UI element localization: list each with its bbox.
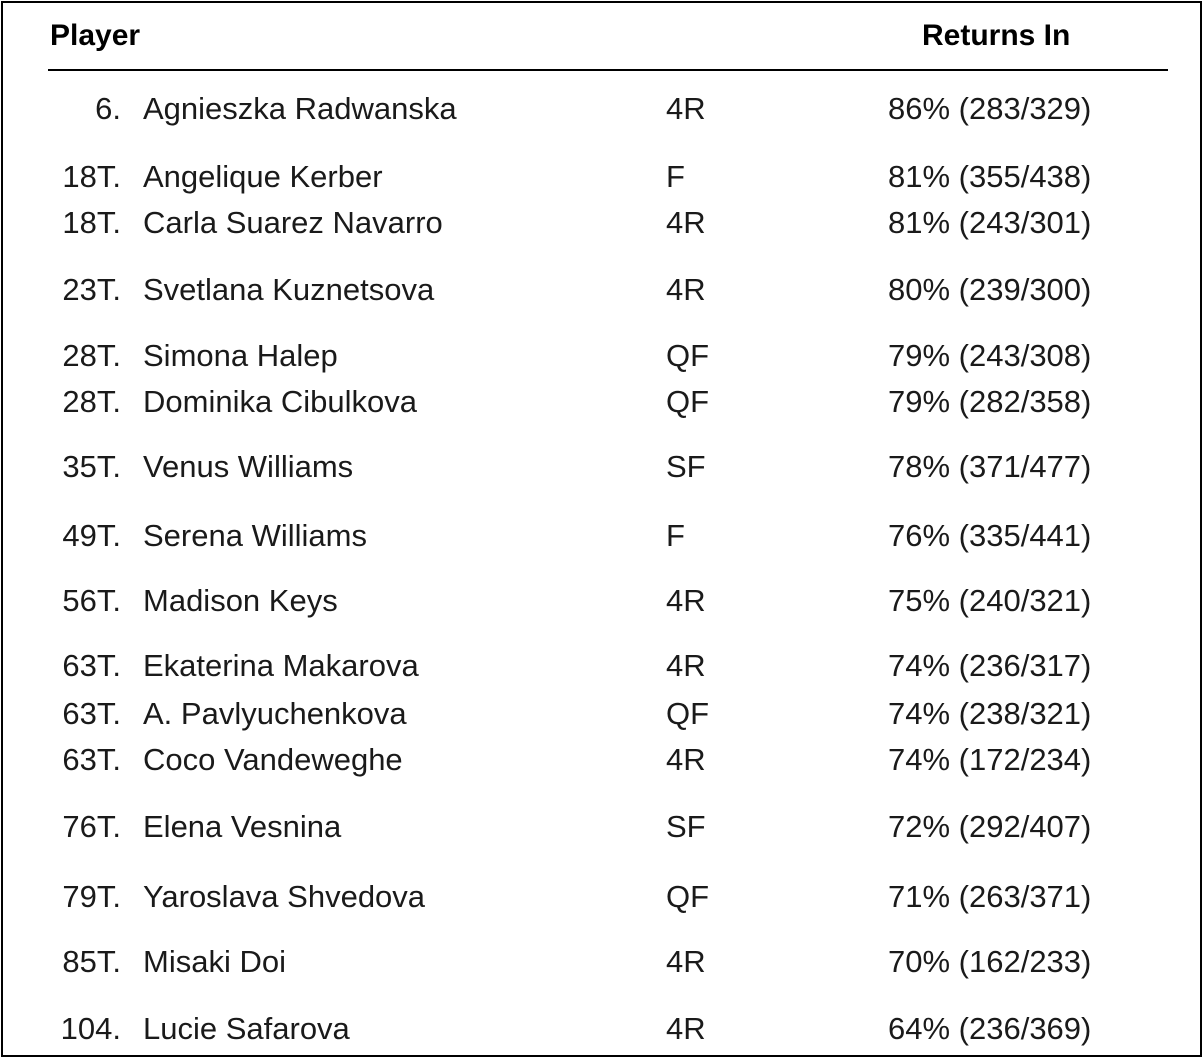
- returns-in-cell: 72% (292/407): [888, 809, 1092, 844]
- rank-cell: 76T.: [62, 809, 121, 844]
- returns-in-cell: 80% (239/300): [888, 272, 1092, 307]
- rank-cell: 23T.: [62, 272, 121, 307]
- rank-cell: 63T.: [62, 696, 121, 731]
- returns-in-cell: 74% (172/234): [888, 742, 1092, 777]
- player-name-cell: Simona Halep: [143, 338, 338, 373]
- table-row: [0, 516, 1203, 556]
- player-name-cell: Coco Vandeweghe: [143, 742, 403, 777]
- returns-in-cell: 70% (162/233): [888, 944, 1092, 979]
- table-row: [0, 740, 1203, 780]
- returns-in-cell: 74% (238/321): [888, 696, 1092, 731]
- rank-cell: 18T.: [62, 205, 121, 240]
- header-divider: [48, 69, 1168, 71]
- returns-in-cell: 81% (355/438): [888, 159, 1092, 194]
- player-name-cell: Dominika Cibulkova: [143, 384, 417, 419]
- table-row: [0, 646, 1203, 686]
- rank-cell: 49T.: [62, 518, 121, 553]
- player-column-header: Player: [50, 19, 141, 52]
- round-cell: QF: [666, 879, 710, 914]
- rank-cell: 18T.: [62, 159, 121, 194]
- table-row: [0, 581, 1203, 621]
- table-row: [0, 157, 1203, 197]
- table-row: [0, 270, 1203, 310]
- table-row: [0, 877, 1203, 917]
- table-row: [0, 89, 1203, 129]
- returns-in-cell: 74% (236/317): [888, 648, 1092, 683]
- rank-cell: 63T.: [62, 742, 121, 777]
- returns-in-cell: 71% (263/371): [888, 879, 1092, 914]
- rank-cell: 56T.: [62, 583, 121, 618]
- player-name-cell: A. Pavlyuchenkova: [143, 696, 407, 731]
- rank-cell: 63T.: [62, 648, 121, 683]
- returns-in-cell: 81% (243/301): [888, 205, 1092, 240]
- round-cell: QF: [666, 696, 710, 731]
- round-cell: F: [666, 159, 685, 194]
- round-cell: QF: [666, 384, 710, 419]
- table-row: [0, 447, 1203, 487]
- round-cell: 4R: [666, 648, 706, 683]
- player-name-cell: Madison Keys: [143, 583, 338, 618]
- rank-cell: 6.: [95, 91, 121, 126]
- returns-in-cell: 86% (283/329): [888, 91, 1092, 126]
- player-name-cell: Ekaterina Makarova: [143, 648, 419, 683]
- table-row: [0, 336, 1203, 376]
- round-cell: SF: [666, 449, 706, 484]
- rank-cell: 28T.: [62, 338, 121, 373]
- player-name-cell: Serena Williams: [143, 518, 367, 553]
- round-cell: 4R: [666, 742, 706, 777]
- rank-cell: 28T.: [62, 384, 121, 419]
- player-name-cell: Angelique Kerber: [143, 159, 383, 194]
- round-cell: 4R: [666, 1011, 706, 1046]
- rank-cell: 104.: [60, 1011, 121, 1046]
- returns-in-cell: 76% (335/441): [888, 518, 1092, 553]
- table-row: [0, 203, 1203, 243]
- round-cell: F: [666, 518, 685, 553]
- round-cell: 4R: [666, 944, 706, 979]
- round-cell: 4R: [666, 205, 706, 240]
- returns-in-column-header: Returns In: [922, 19, 1071, 52]
- returns-in-cell: 79% (282/358): [888, 384, 1092, 419]
- returns-in-cell: 78% (371/477): [888, 449, 1092, 484]
- round-cell: 4R: [666, 272, 706, 307]
- rank-cell: 35T.: [62, 449, 121, 484]
- table-row: [0, 942, 1203, 982]
- rank-cell: 85T.: [62, 944, 121, 979]
- player-name-cell: Agnieszka Radwanska: [143, 91, 457, 126]
- player-name-cell: Elena Vesnina: [143, 809, 342, 844]
- player-name-cell: Venus Williams: [143, 449, 354, 484]
- round-cell: 4R: [666, 91, 706, 126]
- returns-in-cell: 64% (236/369): [888, 1011, 1092, 1046]
- returns-in-cell: 75% (240/321): [888, 583, 1092, 618]
- round-cell: 4R: [666, 583, 706, 618]
- player-name-cell: Lucie Safarova: [143, 1011, 350, 1046]
- player-name-cell: Yaroslava Shvedova: [143, 879, 426, 914]
- table-row: [0, 1009, 1203, 1049]
- player-name-cell: Carla Suarez Navarro: [143, 205, 443, 240]
- rank-cell: 79T.: [62, 879, 121, 914]
- table-row: [0, 807, 1203, 847]
- table-row: [0, 382, 1203, 422]
- round-cell: SF: [666, 809, 706, 844]
- round-cell: QF: [666, 338, 710, 373]
- player-name-cell: Misaki Doi: [143, 944, 286, 979]
- table-row: [0, 694, 1203, 734]
- returns-in-cell: 79% (243/308): [888, 338, 1092, 373]
- player-name-cell: Svetlana Kuznetsova: [143, 272, 435, 307]
